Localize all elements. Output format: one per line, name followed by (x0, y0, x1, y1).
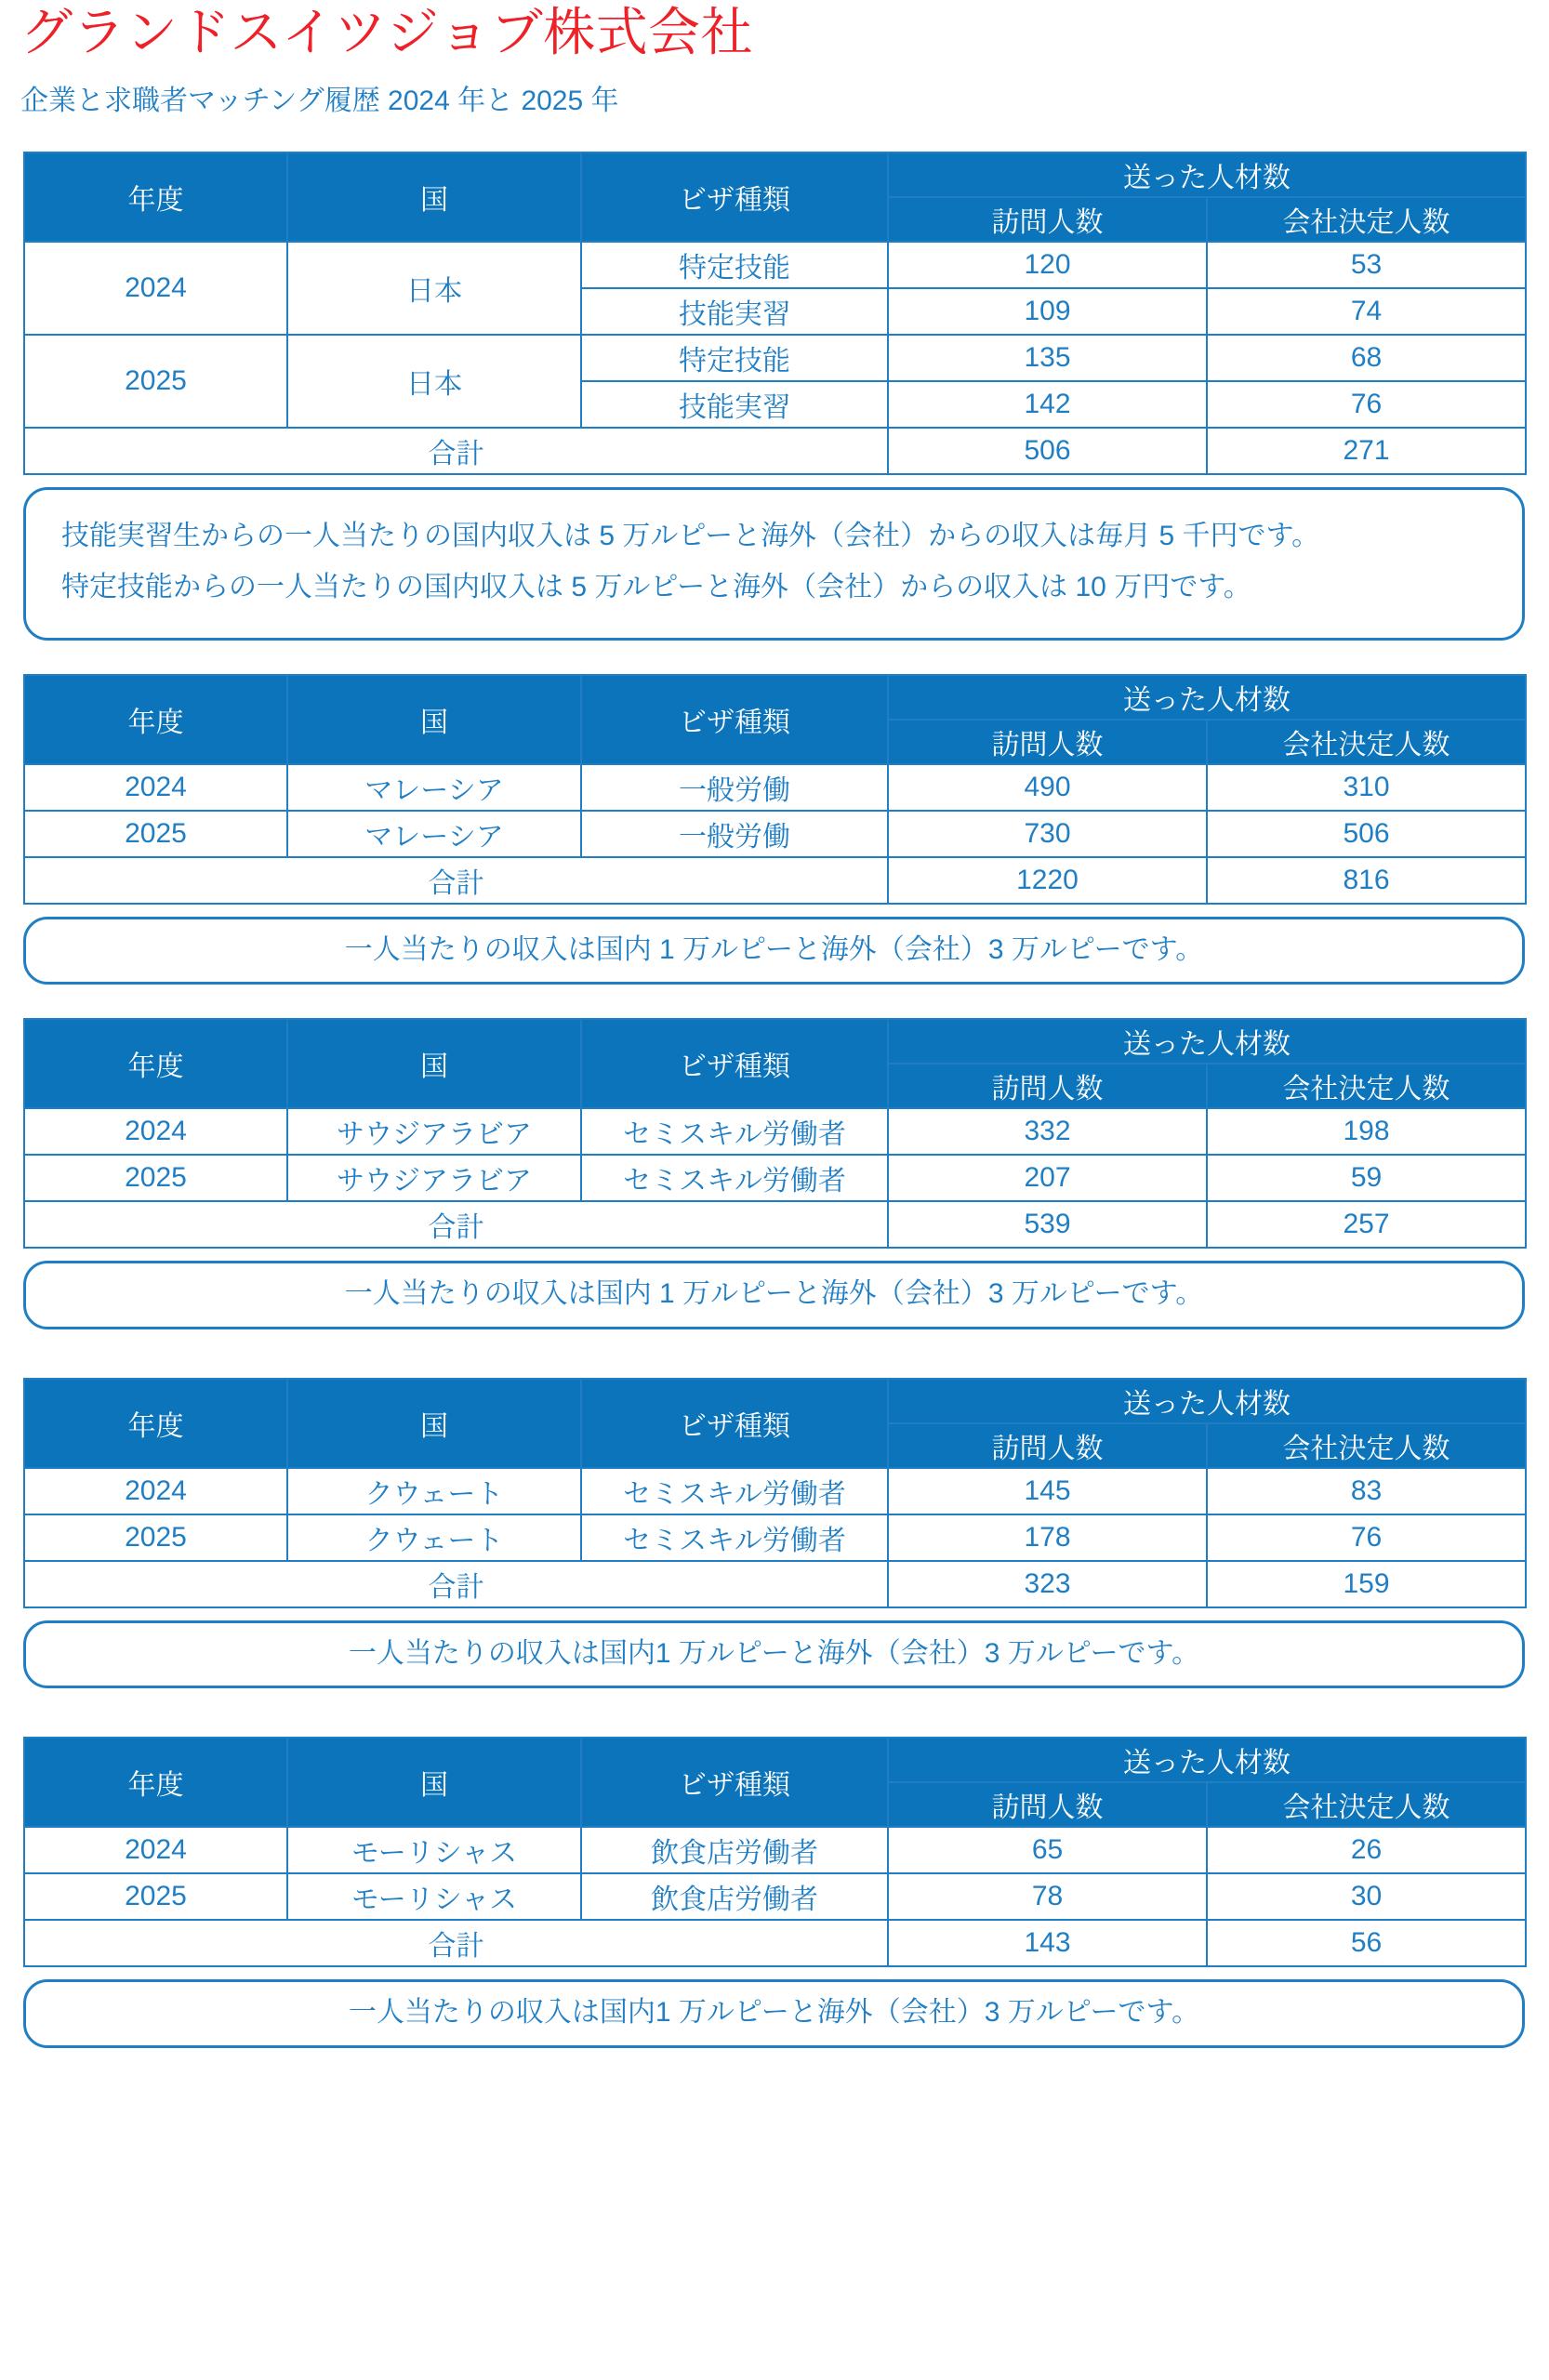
table-total-row (24, 1561, 1526, 1607)
table-row (24, 242, 1526, 288)
note-box-japan (23, 487, 1525, 641)
spacer (0, 985, 1549, 1018)
cell-country: 日本 (287, 335, 581, 428)
table-header (24, 1738, 1526, 1827)
cell-total-decided: 816 (1207, 857, 1526, 904)
col-header-year: 年度 (24, 675, 287, 764)
cell-year: 2024 (24, 1468, 287, 1514)
cell-country: マレーシア (287, 811, 581, 857)
col-header-year: 年度 (24, 152, 287, 242)
cell-visa: 特定技能 (581, 242, 888, 288)
cell-visited: 135 (888, 335, 1207, 381)
table-body (24, 1468, 1526, 1607)
table-header (24, 152, 1526, 242)
cell-decided: 76 (1207, 381, 1526, 428)
cell-decided: 59 (1207, 1155, 1526, 1201)
cell-country: モーリシャス (287, 1827, 581, 1873)
col-header-country: 国 (287, 1379, 581, 1468)
cell-decided: 53 (1207, 242, 1526, 288)
cell-year: 2025 (24, 811, 287, 857)
cell-total-decided: 271 (1207, 428, 1526, 474)
col-header-company-decided: 会社決定人数 (1207, 1064, 1526, 1108)
cell-visa: 一般労働 (581, 764, 888, 811)
cell-decided: 83 (1207, 1468, 1526, 1514)
cell-country: サウジアラビア (287, 1155, 581, 1201)
cell-total-label: 合計 (24, 1201, 888, 1248)
cell-total-label: 合計 (24, 428, 888, 474)
cell-decided: 74 (1207, 288, 1526, 335)
cell-visited: 65 (888, 1827, 1207, 1873)
spacer (0, 1688, 1549, 1737)
cell-year: 2025 (24, 335, 287, 428)
table-header (24, 1379, 1526, 1468)
note-box-mauritius: 一人当たりの収入は国内1 万ルピーと海外（会社）3 万ルピーです。 (23, 1979, 1525, 2048)
col-header-visa-type: ビザ種類 (581, 1738, 888, 1827)
cell-country: 日本 (287, 242, 581, 335)
cell-visa: 飲食店労働者 (581, 1873, 888, 1920)
cell-visited: 730 (888, 811, 1207, 857)
cell-visited: 145 (888, 1468, 1207, 1514)
col-header-visited: 訪問人数 (888, 1423, 1207, 1468)
cell-visited: 120 (888, 242, 1207, 288)
table-header (24, 1019, 1526, 1108)
cell-decided: 506 (1207, 811, 1526, 857)
col-header-sent-group: 送った人材数 (888, 675, 1526, 720)
table-total-row (24, 1201, 1526, 1248)
cell-total-visited: 323 (888, 1561, 1207, 1607)
cell-decided: 76 (1207, 1514, 1526, 1561)
col-header-sent-group: 送った人材数 (888, 152, 1526, 197)
table-section-mauritius (0, 1737, 1549, 1967)
cell-visited: 490 (888, 764, 1207, 811)
table-section-saudi-arabia (0, 1018, 1549, 1249)
cell-visa: セミスキル労働者 (581, 1514, 888, 1561)
cell-year: 2024 (24, 1108, 287, 1155)
cell-visited: 332 (888, 1108, 1207, 1155)
col-header-visa-type: ビザ種類 (581, 675, 888, 764)
table-row (24, 1514, 1526, 1561)
spacer (0, 1329, 1549, 1378)
cell-country: モーリシャス (287, 1873, 581, 1920)
table-row (24, 1873, 1526, 1920)
cell-year: 2024 (24, 1827, 287, 1873)
cell-year: 2025 (24, 1873, 287, 1920)
cell-visa: 技能実習 (581, 381, 888, 428)
cell-decided: 68 (1207, 335, 1526, 381)
cell-country: マレーシア (287, 764, 581, 811)
col-header-company-decided: 会社決定人数 (1207, 1782, 1526, 1827)
cell-total-visited: 143 (888, 1920, 1207, 1966)
table-total-row (24, 1920, 1526, 1966)
cell-total-decided: 257 (1207, 1201, 1526, 1248)
col-header-country: 国 (287, 675, 581, 764)
col-header-country: 国 (287, 1019, 581, 1108)
cell-year: 2025 (24, 1514, 287, 1561)
note-box-kuwait: 一人当たりの収入は国内1 万ルピーと海外（会社）3 万ルピーです。 (23, 1620, 1525, 1689)
cell-visa: セミスキル労働者 (581, 1468, 888, 1514)
col-header-visited: 訪問人数 (888, 1064, 1207, 1108)
cell-total-decided: 56 (1207, 1920, 1526, 1966)
spacer (0, 118, 1549, 152)
cell-total-visited: 1220 (888, 857, 1207, 904)
col-header-sent-group: 送った人材数 (888, 1738, 1526, 1782)
col-header-country: 国 (287, 152, 581, 242)
cell-visa: セミスキル労働者 (581, 1108, 888, 1155)
col-header-company-decided: 会社決定人数 (1207, 197, 1526, 242)
note-line: 技能実習生からの一人当たりの国内収入は 5 万ルピーと海外（会社）からの収入は毎月 5 千円です。 (61, 520, 1320, 551)
cell-decided: 30 (1207, 1873, 1526, 1920)
cell-visa: 特定技能 (581, 335, 888, 381)
cell-year: 2024 (24, 242, 287, 335)
cell-visa: 技能実習 (581, 288, 888, 335)
page-subtitle: 企業と求職者マッチング履歴 2024 年と 2025 年 (20, 85, 619, 116)
table-row (24, 335, 1526, 381)
data-table-kuwait (23, 1378, 1527, 1608)
cell-visa: セミスキル労働者 (581, 1155, 888, 1201)
cell-visited: 142 (888, 381, 1207, 428)
page-title: グランドスイツジョブ株式会社 (20, 3, 754, 61)
cell-decided: 310 (1207, 764, 1526, 811)
col-header-company-decided: 会社決定人数 (1207, 1423, 1526, 1468)
col-header-sent-group: 送った人材数 (888, 1019, 1526, 1064)
cell-visited: 78 (888, 1873, 1207, 1920)
data-table-japan (23, 152, 1527, 475)
col-header-year: 年度 (24, 1019, 287, 1108)
cell-year: 2024 (24, 764, 287, 811)
note-line: 特定技能からの一人当たりの国内収入は 5 万ルピーと海外（会社）からの収入は 10 万円です。 (61, 572, 1251, 603)
cell-visa: 飲食店労働者 (581, 1827, 888, 1873)
table-body (24, 242, 1526, 474)
cell-country: サウジアラビア (287, 1108, 581, 1155)
cell-visited: 178 (888, 1514, 1207, 1561)
cell-total-visited: 539 (888, 1201, 1207, 1248)
table-total-row (24, 857, 1526, 904)
table-row (24, 1468, 1526, 1514)
col-header-visa-type: ビザ種類 (581, 1379, 888, 1468)
col-header-visited: 訪問人数 (888, 197, 1207, 242)
cell-total-label: 合計 (24, 857, 888, 904)
table-row (24, 1108, 1526, 1155)
col-header-company-decided: 会社決定人数 (1207, 720, 1526, 764)
note-box-malaysia: 一人当たりの収入は国内 1 万ルピーと海外（会社）3 万ルピーです。 (23, 917, 1525, 985)
col-header-visa-type: ビザ種類 (581, 1019, 888, 1108)
col-header-sent-group: 送った人材数 (888, 1379, 1526, 1423)
spacer (0, 641, 1549, 674)
cell-visa: 一般労働 (581, 811, 888, 857)
table-row (24, 811, 1526, 857)
cell-total-label: 合計 (24, 1920, 888, 1966)
table-body (24, 764, 1526, 904)
cell-country: クウェート (287, 1514, 581, 1561)
table-row (24, 764, 1526, 811)
cell-decided: 26 (1207, 1827, 1526, 1873)
table-section-malaysia (0, 674, 1549, 905)
cell-total-visited: 506 (888, 428, 1207, 474)
table-section-kuwait (0, 1378, 1549, 1608)
data-table-malaysia (23, 674, 1527, 905)
col-header-visited: 訪問人数 (888, 720, 1207, 764)
col-header-year: 年度 (24, 1738, 287, 1827)
table-row (24, 1155, 1526, 1201)
col-header-visited: 訪問人数 (888, 1782, 1207, 1827)
cell-year: 2025 (24, 1155, 287, 1201)
table-row (24, 1827, 1526, 1873)
cell-visited: 109 (888, 288, 1207, 335)
note-box-saudi-arabia: 一人当たりの収入は国内 1 万ルピーと海外（会社）3 万ルピーです。 (23, 1261, 1525, 1329)
col-header-year: 年度 (24, 1379, 287, 1468)
data-table-mauritius (23, 1737, 1527, 1967)
data-table-saudi-arabia (23, 1018, 1527, 1249)
cell-total-label: 合計 (24, 1561, 888, 1607)
cell-decided: 198 (1207, 1108, 1526, 1155)
table-body (24, 1108, 1526, 1248)
table-section-japan (0, 152, 1549, 475)
table-total-row (24, 428, 1526, 474)
col-header-country: 国 (287, 1738, 581, 1827)
cell-country: クウェート (287, 1468, 581, 1514)
table-body (24, 1827, 1526, 1966)
cell-total-decided: 159 (1207, 1561, 1526, 1607)
table-header (24, 675, 1526, 764)
cell-visited: 207 (888, 1155, 1207, 1201)
col-header-visa-type: ビザ種類 (581, 152, 888, 242)
